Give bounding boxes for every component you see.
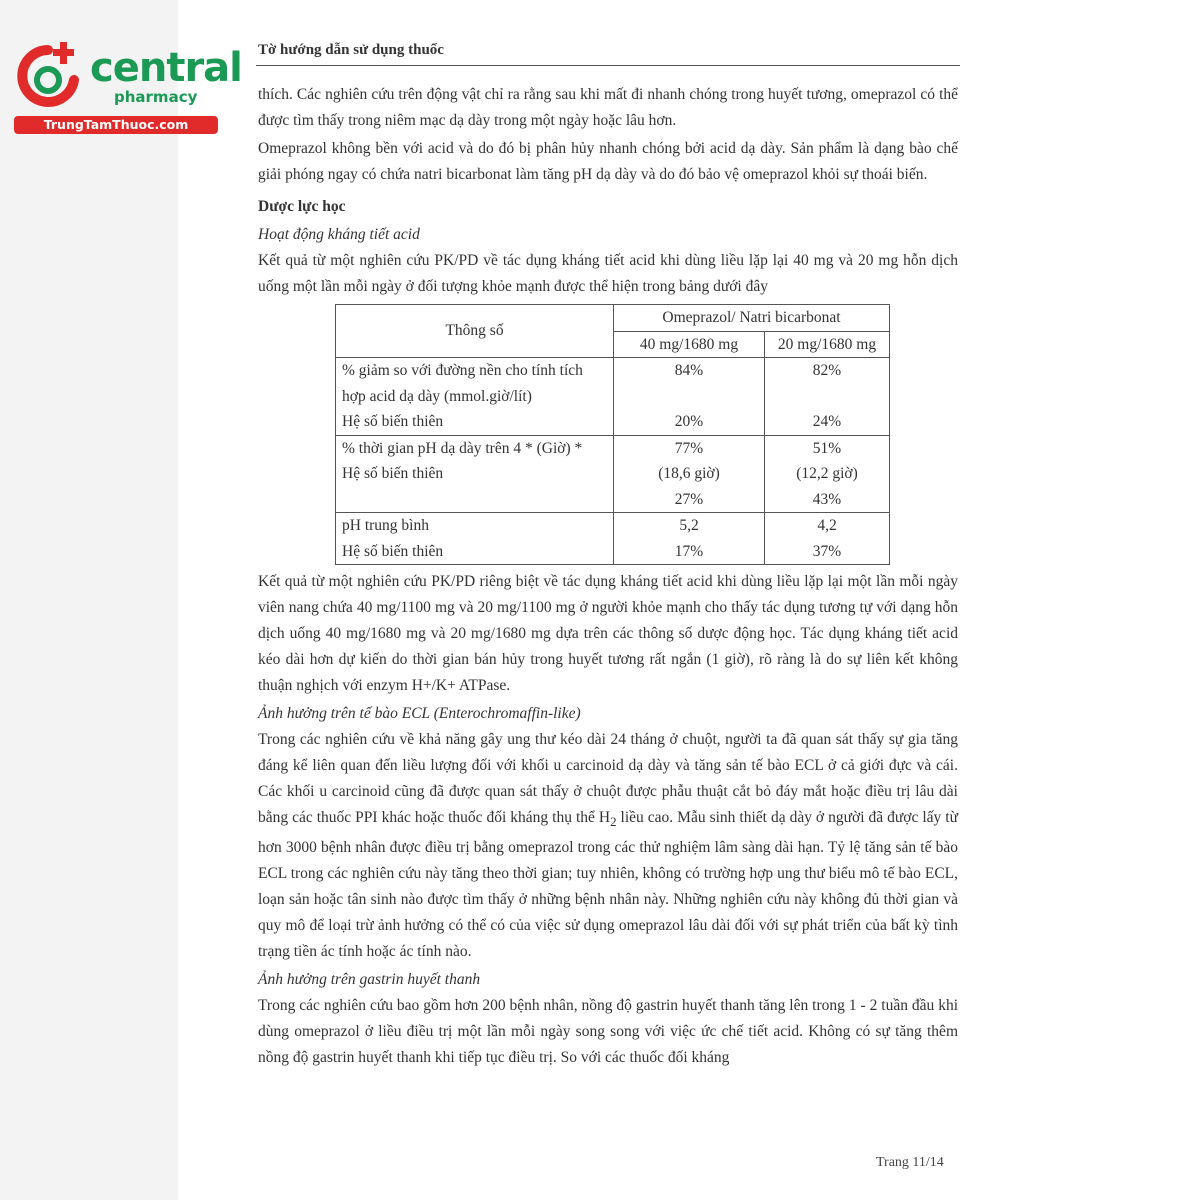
table-header-20mg: 20 mg/1680 mg	[765, 331, 890, 358]
table-cell-40mg: 5,2 17%	[614, 513, 765, 565]
paragraph: Trong các nghiên cứu về khả năng gây ung thư kéo dài 24 tháng ở chuột, người ta đã quan sát thấy sự gia tăng đáng kể liên quan đến liều lượng đối với khối u carcinoid dạ dày và tăng sản tế bào ECL ở cả giới đực và cái. Các khối u carcinoid cũng đã được quan sát thấy ở chuột được phẫu thuật cắt bỏ đáy mắt hoặc điều trị lâu dài bằng các thuốc PPI khác hoặc thuốc đối kháng thụ thể $H_2$ liều cao. Mẫu sinh thiết dạ dày ở người đã được lấy từ hơn 3000 bệnh nhân được điều trị bằng omeprazol trong các thử nghiệm lâm sàng dài hạn. Tỷ lệ tăng sản tế bào ECL trong các nghiên cứu này tăng theo thời gian; tuy nhiên, không có trường hợp ung thư biểu mô tế bào ECL, loạn sản hoặc tân sinh nào được tìm thấy ở những bệnh nhân này. Những nghiên cứu này không đủ thời gian và quy mô để loại trừ ảnh hưởng có thể có của việc sử dụng omeprazol lâu dài đối với sự phát triển của bất kỳ tình trạng tiền ác tính hoặc ác tính nào.	[258, 731, 958, 961]
paragraph: Kết quả từ một nghiên cứu PK/PD về tác dụng kháng tiết acid khi dùng liều lặp lại 40 mg và 20 mg hỗn dịch uống một lần mỗi ngày ở đối tượng khỏe mạnh được thể hiện trong bảng dưới đây	[258, 252, 958, 295]
table-cell-parameter: pH trung bình Hệ số biến thiên	[336, 513, 614, 565]
table-cell-parameter: % thời gian pH dạ dày trên 4 * (Giờ) * Hệ số biến thiên	[336, 435, 614, 513]
table-header-row	[336, 305, 890, 332]
pharmacy-cross-icon	[8, 36, 88, 116]
paragraph: Kết quả từ một nghiên cứu PK/PD riêng biệt về tác dụng kháng tiết acid khi dùng liều lặp lại một lần mỗi ngày viên nang chứa 40 mg/1100 mg và 20 mg/1100 mg ở người khỏe mạnh cho thấy tác dụng tương tự với dạng hỗn dịch uống 40 mg/1680 mg và 20 mg/1680 mg dựa trên các thông số dược động học. Tác dụng kháng tiết acid kéo dài hơn dự kiến do thời gian bán hủy trong huyết tương rất ngắn (1 giờ), rõ ràng là do sự liên kết không thuận nghịch với enzym H+/K+ ATPase.	[258, 573, 958, 694]
table-cell-20mg: 82% 24%	[765, 358, 890, 436]
logo-name: central	[90, 45, 242, 91]
paragraph: Trong các nghiên cứu bao gồm hơn 200 bệnh nhân, nồng độ gastrin huyết thanh tăng lên trong 1 - 2 tuần đầu khi dùng omeprazol ở liều điều trị một lần mỗi ngày song song với việc ức chế tiết acid. Không có sự tăng thêm nồng độ gastrin huyết thanh khi tiếp tục điều trị. So với các thuốc đối kháng	[258, 997, 958, 1067]
section-heading: Dược lực học	[258, 198, 346, 215]
paragraph: thích. Các nghiên cứu trên động vật chỉ ra rằng sau khi mất đi nhanh chóng trong huyết tương, omeprazol có thể được tìm thấy trong niêm mạc dạ dày trong một ngày hoặc lâu hơn.	[258, 86, 958, 129]
table-row	[336, 435, 890, 513]
table-cell-parameter: % giảm so với đường nền cho tính tích hợp acid dạ dày (mmol.giờ/lít) Hệ số biến thiên	[336, 358, 614, 436]
table-cell-20mg: 51% (12,2 giờ) 43%	[765, 435, 890, 513]
table-cell-20mg: 4,2 37%	[765, 513, 890, 565]
subsection-heading: Ảnh hưởng trên tế bào ECL (Enterochromaffin-like)	[258, 705, 581, 722]
central-pharmacy-logo[interactable]	[8, 36, 242, 136]
document-header-title: Tờ hướng dẫn sử dụng thuốc	[258, 42, 444, 58]
subsection-heading: Hoạt động kháng tiết acid	[258, 226, 420, 243]
pkpd-results-table	[335, 304, 890, 565]
document-body	[258, 82, 958, 1071]
table-header-group: Omeprazol/ Natri bicarbonat	[614, 305, 890, 332]
logo-website[interactable]: TrungTamThuoc.com	[14, 116, 218, 134]
logo-subtitle: pharmacy	[114, 88, 198, 106]
table-header-40mg: 40 mg/1680 mg	[614, 331, 765, 358]
table-row	[336, 513, 890, 565]
subsection-heading: Ảnh hưởng trên gastrin huyết thanh	[258, 971, 481, 989]
header-divider	[256, 65, 960, 66]
table-cell-40mg: 77% (18,6 giờ) 27%	[614, 435, 765, 513]
page-number: Trang 11/14	[876, 1155, 944, 1170]
table-cell-40mg: 84% 20%	[614, 358, 765, 436]
table-header-parameter: Thông số	[336, 305, 614, 358]
paragraph: Omeprazol không bền với acid và do đó bị phân hủy nhanh chóng bởi acid dạ dày. Sản phẩm là dạng bào chế giải phóng ngay có chứa natri bicarbonat làm tăng pH dạ dày và do đó bảo vệ omeprazol khỏi sự thoái biến.	[258, 140, 958, 183]
table-row	[336, 358, 890, 436]
